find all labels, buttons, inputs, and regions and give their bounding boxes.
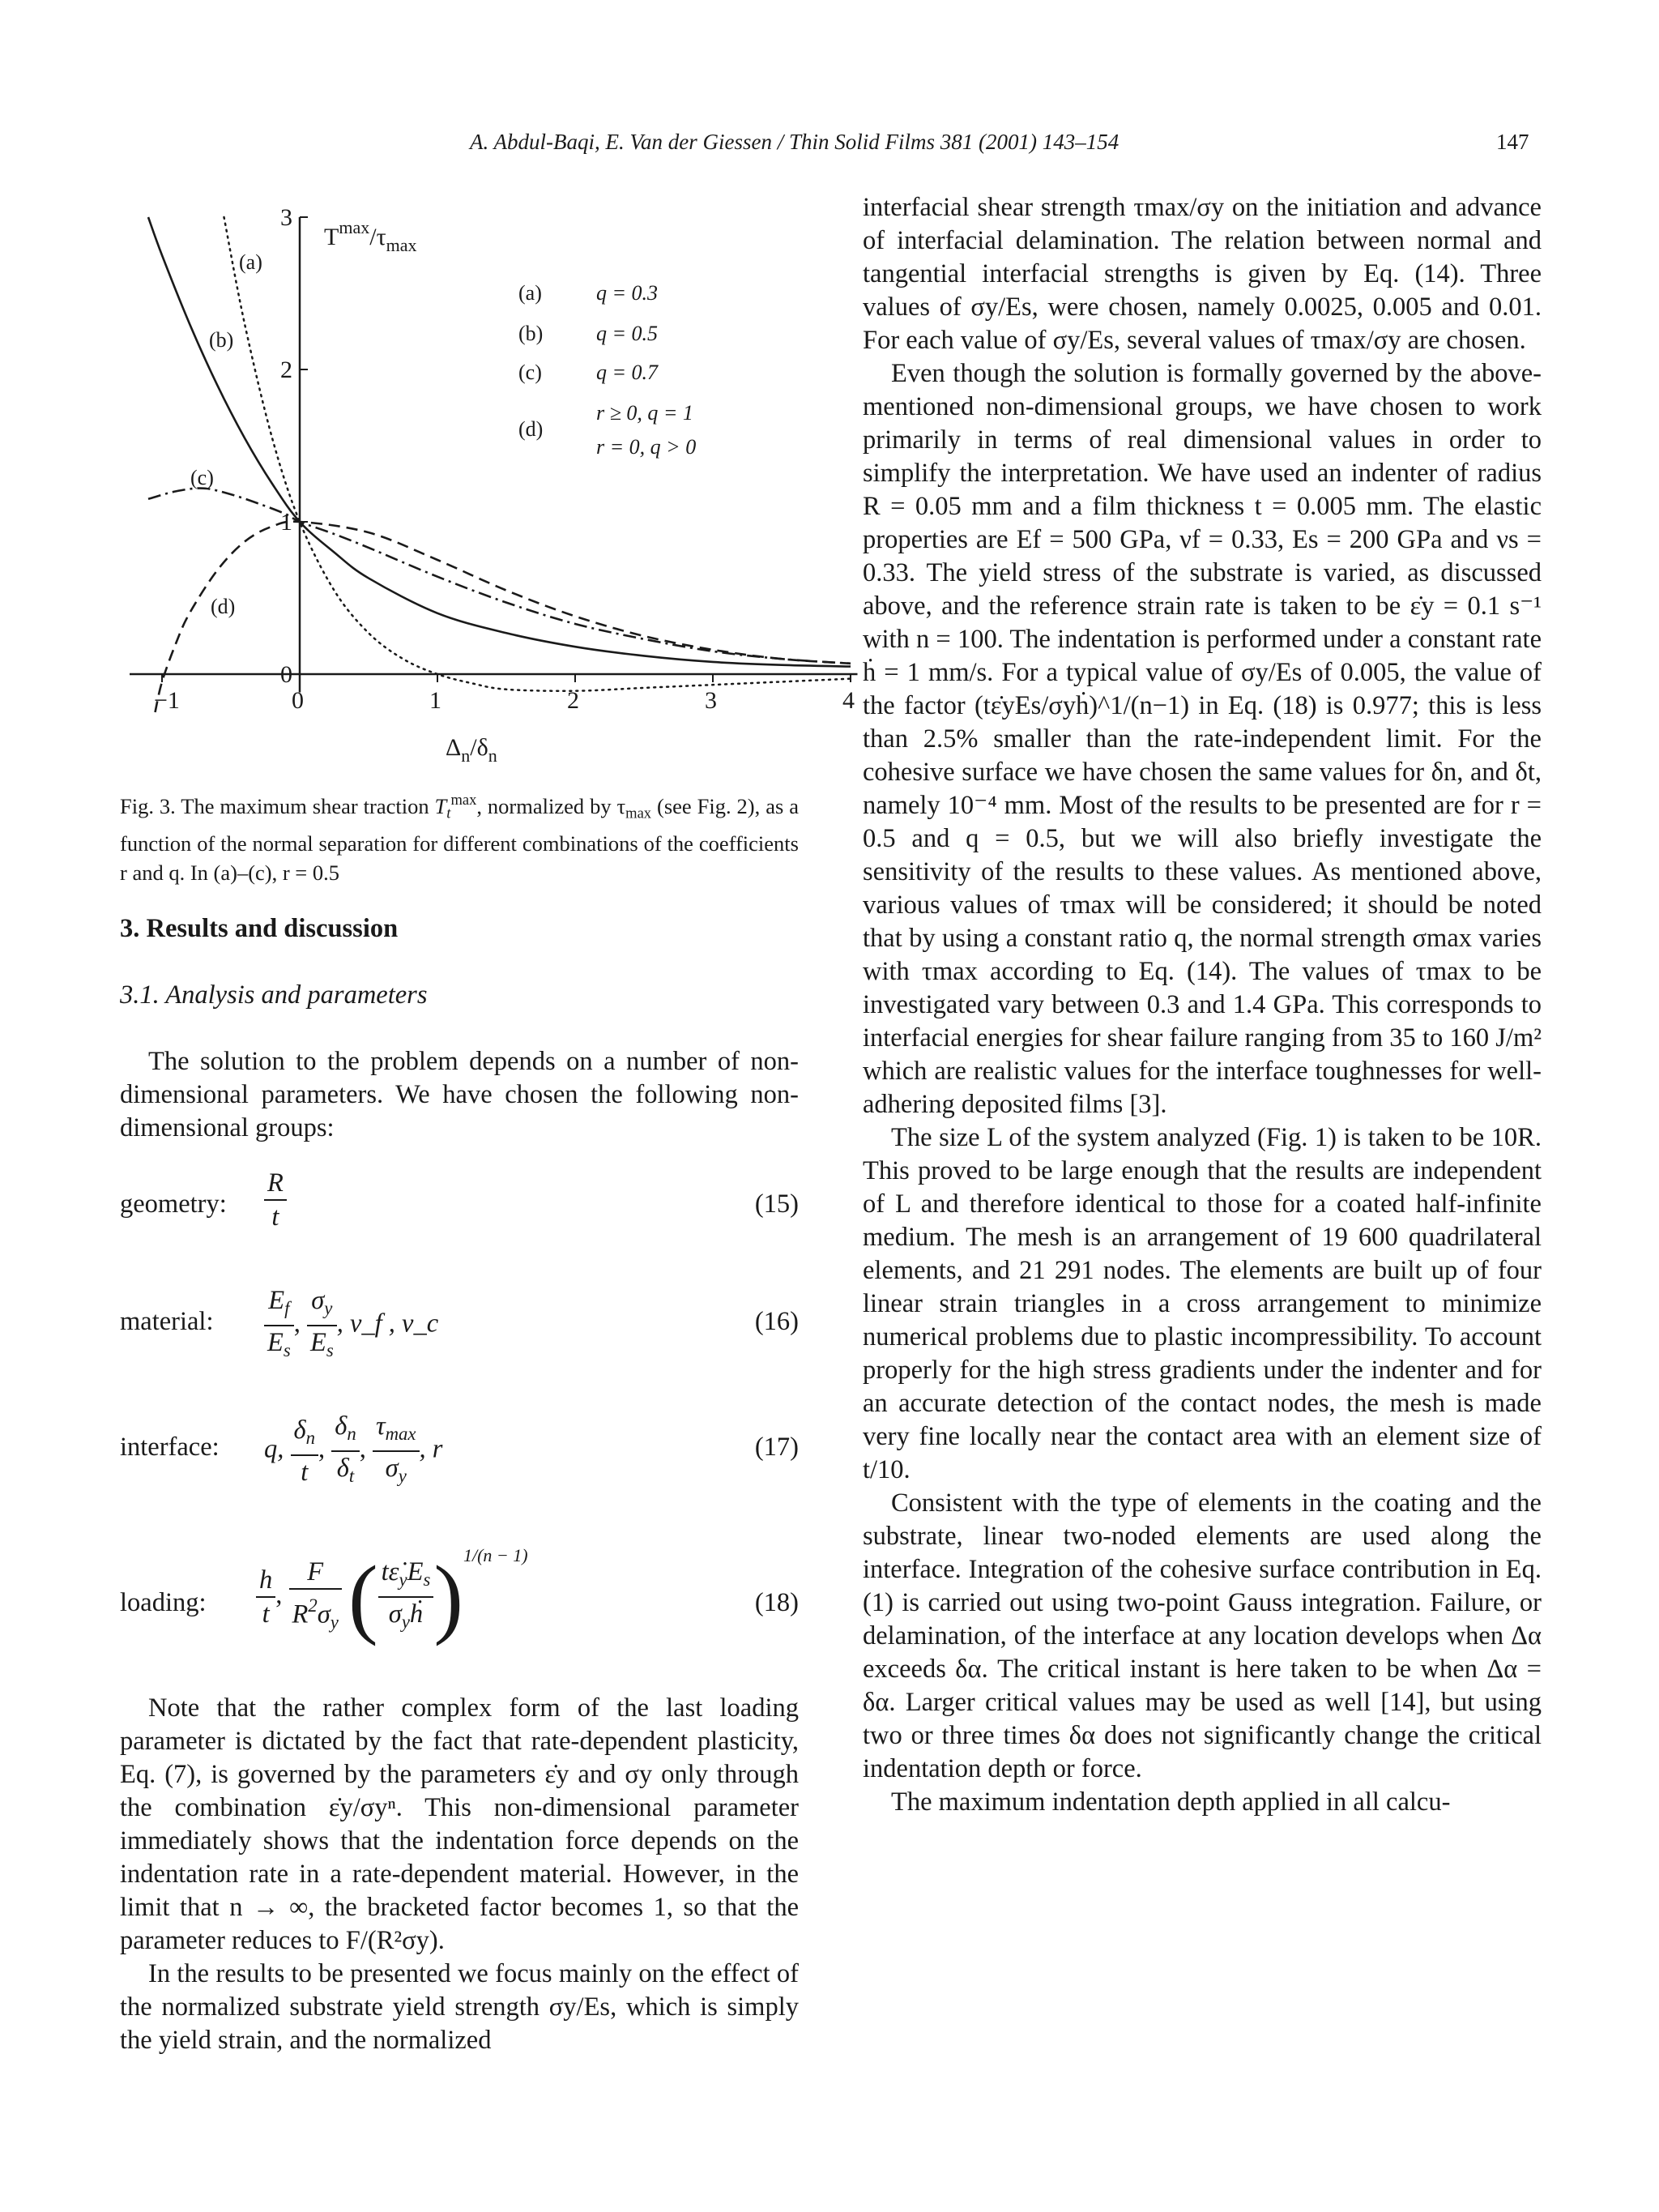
section-heading: 3. Results and discussion (120, 914, 399, 943)
left-paragraph-3: In the results to be presented we focus mainly on the effect of the normalized substrate yield strength σy/Es, which is simply the yield strain, and the normalized (120, 1959, 799, 2055)
curve-label-d: (d) (211, 595, 236, 618)
right-paragraph-4: Consistent with the type of elements in the coating and the substrate, linear two-noded elements are used along the interface. Integration of the cohesive surface contribution in Eq. (1) is carried out using two-point Gauss integration. Failure, or delamination, of the interface at any location develops when Δα exceeds δα. The critical instant is here taken to be when Δα = δα. Larger critical values may be used as well [14], but using two or three times δα does not significantly change the critical indentation depth or force. (863, 1488, 1542, 1783)
legend-key-a: (a) (518, 281, 542, 305)
eq16-number: (16) (754, 1307, 799, 1336)
eq15-body: $\frac{R}{t}$ (264, 1167, 287, 1233)
curve-label-b: (b) (209, 328, 234, 352)
eq17-body: q, $\frac{\delta_n}{t}$ , $\frac{\delta_n}{\delta_t}$ , $\frac{\tau_{max}}{\sigma_y}$ , r (264, 1411, 443, 1487)
eq17-number: (17) (754, 1433, 799, 1462)
figure-3 (113, 178, 855, 778)
eq15-label: geometry: (120, 1189, 227, 1219)
x-tick-label: 0 (292, 687, 304, 714)
eq18-body: $\frac{h}{t}$ , $\frac{F}{R^2\sigma_y}$ ( $\frac{t\varepsiloṅ_yE_s}{\sigma_yḣ}$ )$^{1/(n - 1)}$ (256, 1556, 528, 1638)
eq16-body: $\frac{E_f}{E_s}$ , $\frac{\sigma_y}{E_s}$ , ν_f , ν_c (264, 1284, 438, 1367)
journal-running-head: A. Abdul-Baqi, E. Van der Giessen / Thin Solid Films 381 (2001) 143–154 (470, 130, 1120, 154)
legend-text-a: q = 0.3 (596, 281, 659, 305)
eq17-label: interface: (120, 1433, 220, 1462)
right-paragraph-1: interfacial shear strength τmax/σy on the initiation and advance of interfacial delamination. The relation between normal and tangential interfacial strengths is given by Eq. (14). Three values of σy/Es, were chosen, namely 0.0025, 0.005 and 0.01. For each value of σy/Es, several values of τmax/σy are chosen. (863, 193, 1542, 355)
equation-16 (120, 1284, 799, 1365)
legend-text-c: q = 0.7 (596, 361, 659, 384)
legend-key-d: (d) (518, 417, 544, 441)
x-tick-label: 3 (705, 687, 717, 714)
legend-text-b: q = 0.5 (596, 322, 659, 345)
eq15-number: (15) (754, 1189, 799, 1219)
equation-15 (120, 1167, 799, 1248)
legend-key-c: (c) (518, 361, 542, 384)
eq18-number: (18) (754, 1588, 799, 1617)
equation-17 (120, 1410, 799, 1491)
y-tick-label: 3 (280, 204, 292, 231)
legend-text-d2: r = 0, q > 0 (596, 435, 697, 459)
x-tick-label: −1 (154, 687, 180, 714)
page-header (0, 130, 1659, 162)
right-paragraph-5: The maximum indentation depth applied in all calcu- (891, 1787, 1451, 1817)
page-number: 147 (1496, 130, 1529, 154)
curve-label-c: (c) (190, 466, 214, 489)
y-tick-label: 1 (280, 509, 292, 536)
right-paragraph-2: Even though the solution is formally governed by the above-mentioned non-dimensional groups, we have chosen to work primarily in terms of real dimensional values in order to simplify the interpretation. We have used an indenter of radius R = 0.05 mm and a film thickness t = 0.005 mm. The elastic properties are Ef = 500 GPa, νf = 0.33, Es = 200 GPa and νs = 0.33. The yield stress of the substrate is varied, as discussed above, and the reference strain rate is taken to be ε̇y = 0.1 s⁻¹ with n = 100. The indentation is performed under a constant rate ḣ = 1 mm/s. For a typical value of σy/Es of 0.005, the value of the factor (tε̇yEs/σyḣ)^1/(n−1) in Eq. (18) is 0.977; this is less than 2.5% smaller than the rate-independent limit. For the cohesive surface we have chosen the same values for δn, and δt, namely 10⁻⁴ mm. Most of the results to be presented are for r = 0.5 and q = 0.5, but we will also briefly investigate the sensitivity of the results to these values. As mentioned above, various values of τmax will be considered; it should be noted that by using a constant ratio q, the normal strength σmax varies with τmax according to Eq. (14). The values of τmax to be investigated vary between 0.3 and 1.4 GPa. This corresponds to interfacial energies for shear failure ranging from 35 to 160 J/m² which are realistic values for the interface toughnesses for well-adhering deposited films [3]. (863, 359, 1542, 1119)
left-paragraph-2: Note that the rather complex form of the last loading parameter is dictated by the fact that rate-dependent plasticity, Eq. (7), is governed by the parameters ε̇y and σy only through the combination ε̇y/σyⁿ. This non-dimensional parameter immediately shows that the indentation force depends on the indentation rate in a rate-dependent material. However, in the limit that n → ∞, the bracketed factor becomes 1, so that the parameter reduces to F/(R²σy). (120, 1693, 799, 1955)
legend-key-b: (b) (518, 322, 544, 345)
y-tick-label: 2 (280, 357, 292, 383)
left-paragraph-1: The solution to the problem depends on a number of non-dimensional parameters. We have chosen the following non-dimensional groups: (120, 1047, 799, 1142)
equation-18 (120, 1539, 799, 1645)
right-paragraph-3: The size L of the system analyzed (Fig. 1) is taken to be 10R. This proved to be large enough that the results are independent of L and therefore identical to those for a coated half-infinite medium. The mesh is an arrangement of 19 600 quadrilateral elements, and 21 291 nodes. The elements are built up of four linear strain triangles in a cross arrangement to minimize numerical problems due to plastic incompressibility. To account properly for the high stress gradients under the indenter and for an accurate detection of the contact nodes, the mesh is made very fine locally near the contact area with an element size of t/10. (863, 1123, 1542, 1484)
left-paragraphs-lower (120, 1692, 799, 2057)
x-tick-label: 4 (842, 687, 855, 714)
x-axis-label: $\Delta_n/\delta_n$ (446, 734, 497, 766)
eq18-label: loading: (120, 1588, 207, 1617)
curve-c (148, 489, 851, 664)
right-column (863, 191, 1542, 1819)
figure-caption: Fig. 3. The maximum shear traction $T_t^{max}$, normalized by $\tau_{max}$ (see Fig. 2), as a function of the normal separation for different combinations of the coefficients r and q. In (a)–(c), r = 0.5 (120, 792, 799, 885)
y-tick-label: 0 (280, 661, 292, 688)
subsection-heading: 3.1. Analysis and parameters (120, 980, 428, 1010)
curve-label-a: (a) (239, 250, 262, 274)
legend-text-d1: r ≥ 0, q = 1 (596, 401, 693, 425)
x-tick-label: 2 (567, 687, 579, 714)
y-axis-label: $T^{max}/\tau_{max}$ (324, 217, 417, 255)
x-tick-label: 1 (429, 687, 441, 714)
eq16-label: material: (120, 1307, 214, 1336)
figure-3-plot (113, 178, 855, 778)
curve-b (148, 217, 851, 667)
